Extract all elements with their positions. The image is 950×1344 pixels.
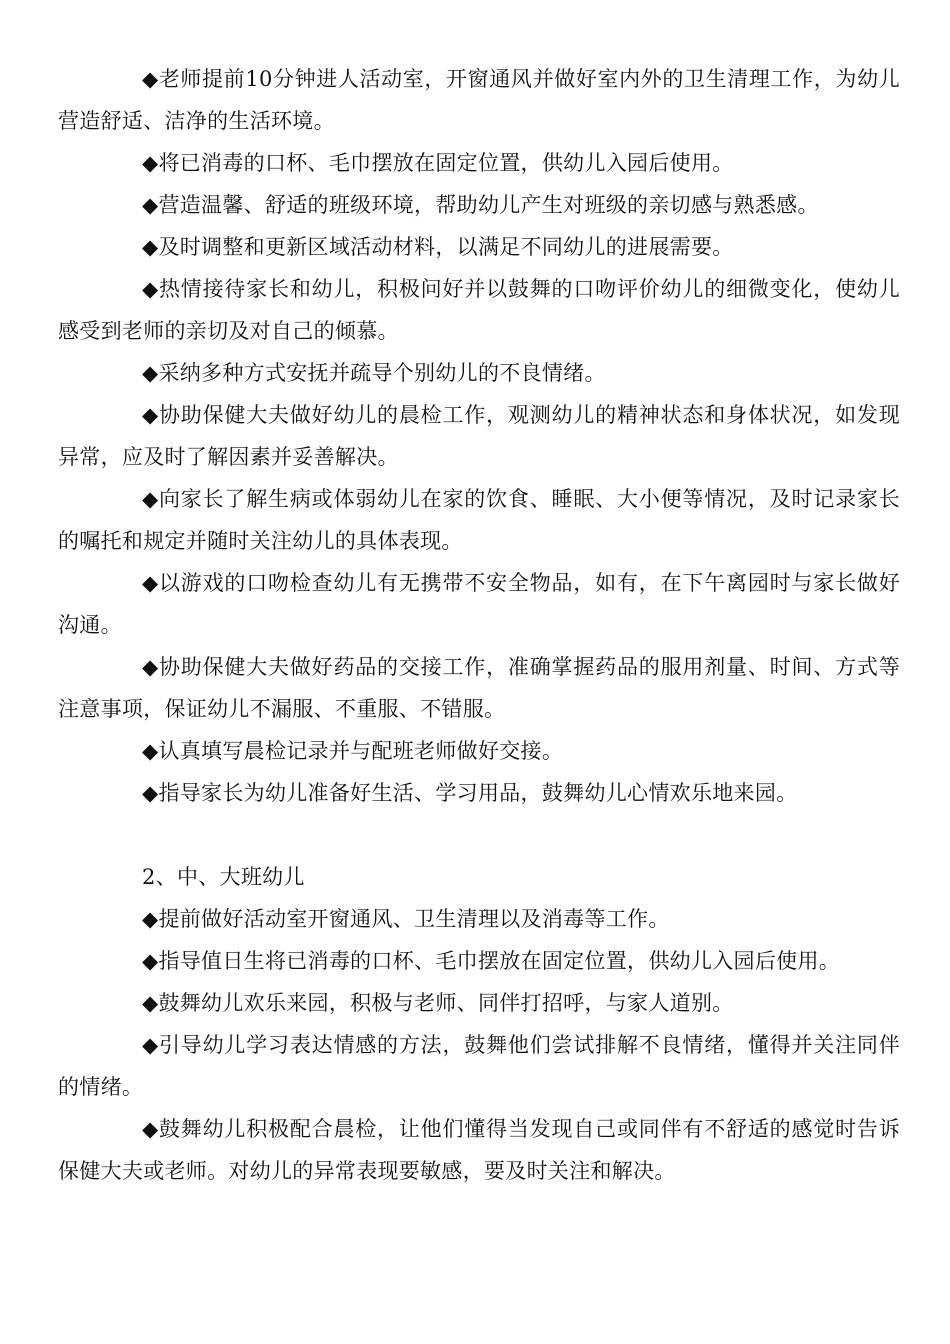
paragraph-cooperate-check: ◆鼓舞幼儿积极配合晨检，让他们懂得当发现自己或同伴有不舒适的感觉时告诉保健大夫或老师。对幼儿的异常表现要敏感，要及时关注和解决。 bbox=[58, 1117, 900, 1183]
paragraph-advance-cleaning: ◆提前做好活动室开窗通风、卫生清理以及消毒等工作。 bbox=[142, 907, 670, 931]
paragraph-prep-ventilation: ◆老师提前10分钟进人活动室，开窗通风并做好室内外的卫生清理工作，为幼儿营造舒适、洁净的生活环境。 bbox=[58, 67, 900, 133]
paragraph-unsafe-items: ◆以游戏的口吻检查幼儿有无携带不安全物品，如有，在下午离园时与家长做好沟通。 bbox=[58, 571, 900, 637]
document-page bbox=[58, 58, 900, 1192]
paragraph-happy-arrival: ◆鼓舞幼儿欢乐来园，积极与老师、同伴打招呼，与家人道别。 bbox=[142, 991, 734, 1015]
paragraph-medicine-handover: ◆协助保健大夫做好药品的交接工作，准确掌握药品的服用剂量、时间、方式等注意事项，保证幼儿不漏服、不重服、不错服。 bbox=[58, 655, 900, 721]
section-heading-middle-large-class: 2、中、大班幼儿 bbox=[142, 865, 305, 889]
paragraph-soothe-emotions: ◆采纳多种方式安抚并疏导个别幼儿的不良情绪。 bbox=[142, 361, 606, 385]
paragraph-guide-parents: ◆指导家长为幼儿准备好生活、学习用品，鼓舞幼儿心情欢乐地来园。 bbox=[142, 781, 798, 805]
paragraph-morning-check: ◆协助保健大夫做好幼儿的晨检工作，观测幼儿的精神状态和身体状况，如发现异常，应及时了解因素并妥善解决。 bbox=[58, 403, 900, 469]
paragraph-duty-students: ◆指导值日生将已消毒的口杯、毛巾摆放在固定位置，供幼儿入园后使用。 bbox=[142, 949, 841, 973]
paragraph-check-records: ◆认真填写晨检记录并与配班老师做好交接。 bbox=[142, 739, 564, 763]
paragraph-area-materials: ◆及时调整和更新区域活动材料，以满足不同幼儿的进展需要。 bbox=[142, 235, 734, 259]
paragraph-class-environment: ◆营造温馨、舒适的班级环境，帮助幼儿产生对班级的亲切感与熟悉感。 bbox=[142, 193, 819, 217]
paragraph-express-emotions: ◆引导幼儿学习表达情感的方法，鼓舞他们尝试排解不良情绪，懂得并关注同伴的情绪。 bbox=[58, 1033, 900, 1099]
paragraph-cups-towels: ◆将已消毒的口杯、毛巾摆放在固定位置，供幼儿入园后使用。 bbox=[142, 151, 734, 175]
paragraph-sick-children: ◆向家长了解生病或体弱幼儿在家的饮食、睡眠、大小便等情况，及时记录家长的嘱托和规定并随时关注幼儿的具体表现。 bbox=[58, 487, 900, 553]
paragraph-greet-parents: ◆热情接待家长和幼儿，积极问好并以鼓舞的口吻评价幼儿的细微变化，使幼儿感受到老师的亲切及对自己的倾慕。 bbox=[58, 277, 900, 343]
